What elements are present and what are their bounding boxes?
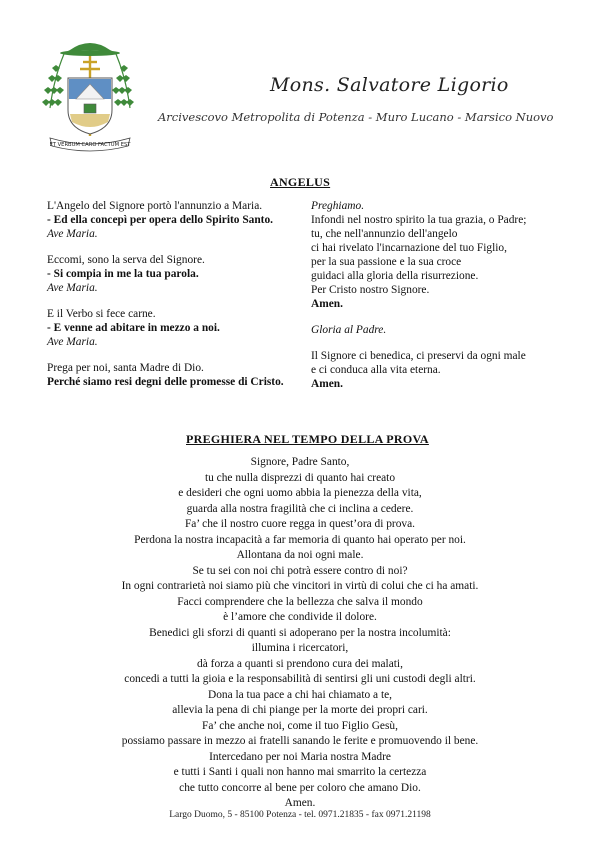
prayer-line: Fa’ che anche noi, come il tuo Figlio Gesù, [202, 719, 398, 732]
prayer-line: possiamo passare in mezzo ai fratelli sanando le ferite e promuovendo il bene. [121, 735, 479, 747]
angelus-line: E il Verbo si fece carne. [47, 308, 156, 320]
angelus-line: Amen. [311, 298, 343, 310]
prayer-line: tu che nulla disprezzi di quanto hai creato [204, 471, 396, 484]
angelus-left-column [47, 199, 297, 389]
angelus-line: Ave Maria. [47, 282, 98, 294]
prayer-line: In ogni contrarietà noi siamo più che vincitori in virtù di colui che ci ha amati. [121, 580, 479, 592]
prayer-line: Amen. [284, 797, 316, 809]
prayer-line: dà forza a quanti si prendono cura dei malati, [197, 657, 403, 670]
prayer-line: e tutti i Santi i quali non hanno mai smarrito la certezza [173, 766, 427, 778]
bishop-title: Arcivescovo Metropolita di Potenza - Muro Lucano - Marsico Nuovo [158, 110, 554, 124]
prova-title: PREGHIERA NEL TEMPO DELLA PROVA [186, 432, 429, 446]
angelus-line: Preghiamo. [311, 200, 365, 212]
coat-of-arms-icon [40, 38, 140, 156]
angelus-line: Gloria al Padre. [311, 324, 387, 336]
angelus-line: Infondi nel nostro spirito la tua grazia, o Padre; [311, 214, 527, 226]
prayer-line: Intercedano per noi Maria nostra Madre [209, 750, 391, 763]
angelus-line: ci hai rivelato l'incarnazione del tuo Figlio, [311, 242, 507, 254]
prayer-line: guarda alla nostra fragilità che ci inclina a cedere. [186, 502, 414, 515]
prayer-line: Facci comprendere che la bellezza che salva il mondo [177, 595, 423, 608]
prayer-line: Allontana da noi ogni male. [236, 549, 364, 561]
angelus-line: - Ed ella concepì per opera dello Spirito Santo. [47, 214, 274, 226]
prayer-line: Perdona la nostra incapacità a far memoria di quanto hai operato per noi. [134, 533, 466, 546]
prayer-line: Benedici gli sforzi di quanti si adoperano per la nostra incolumità: [149, 626, 451, 639]
angelus-line: L'Angelo del Signore portò l'annunzio a Maria. [47, 200, 263, 212]
prayer-line: concedi a tutti la gioia e la responsabilità di sentirsi gli uni custodi degli altri. [124, 673, 476, 685]
prayer-line: che tutto concorre al bene per coloro che amano Dio. [179, 781, 421, 794]
prayer-line: Se tu sei con noi chi potrà essere contro di noi? [192, 564, 408, 577]
angelus-line: per la sua passione e la sua croce [311, 256, 462, 268]
bishop-name: Mons. Salvatore Ligorio [270, 74, 509, 96]
angelus-line: - Si compia in me la tua parola. [47, 268, 199, 280]
angelus-line: - E venne ad abitare in mezzo a noi. [47, 322, 220, 334]
angelus-title: ANGELUS [270, 175, 331, 189]
angelus-line: Perché siamo resi degni delle promesse di Cristo. [47, 376, 284, 388]
angelus-line: guidaci alla gloria della risurrezione. [311, 270, 479, 282]
prayer-line: Dona la tua pace a chi hai chiamato a te, [207, 688, 393, 701]
angelus-line: Prega per noi, santa Madre di Dio. [47, 362, 204, 374]
angelus-line: Amen. [311, 378, 343, 390]
svg-text:ET VERBUM CARO FACTUM EST: ET VERBUM CARO FACTUM EST [49, 142, 131, 148]
angelus-line: tu, che nell'annunzio dell'angelo [311, 228, 458, 240]
prayer-line: e desideri che ogni uomo abbia la pienezza della vita, [178, 487, 422, 499]
angelus-line: Ave Maria. [47, 336, 98, 348]
angelus-line: Ave Maria. [47, 228, 98, 240]
angelus-right-column [311, 199, 581, 391]
angelus-line: Il Signore ci benedica, ci preservi da ogni male [311, 350, 526, 362]
prayer-line: allevia la pena di chi piange per la morte dei propri cari. [172, 704, 428, 716]
prova-prayer [40, 455, 560, 812]
angelus-line: Per Cristo nostro Signore. [311, 284, 430, 296]
prayer-line: illumina i ricercatori, [251, 642, 349, 654]
prayer-line: è l’amore che condivide il dolore. [223, 611, 377, 623]
angelus-line: e ci conduca alla vita eterna. [311, 364, 441, 376]
prayer-line: Fa’ che il nostro cuore regga in quest’ora di prova. [184, 518, 416, 530]
footer-address: Largo Duomo, 5 - 85100 Potenza - tel. 0971.21835 - fax 0971.21198 [169, 810, 431, 820]
prayer-line: Signore, Padre Santo, [250, 456, 350, 468]
angelus-line: Eccomi, sono la serva del Signore. [47, 254, 205, 266]
